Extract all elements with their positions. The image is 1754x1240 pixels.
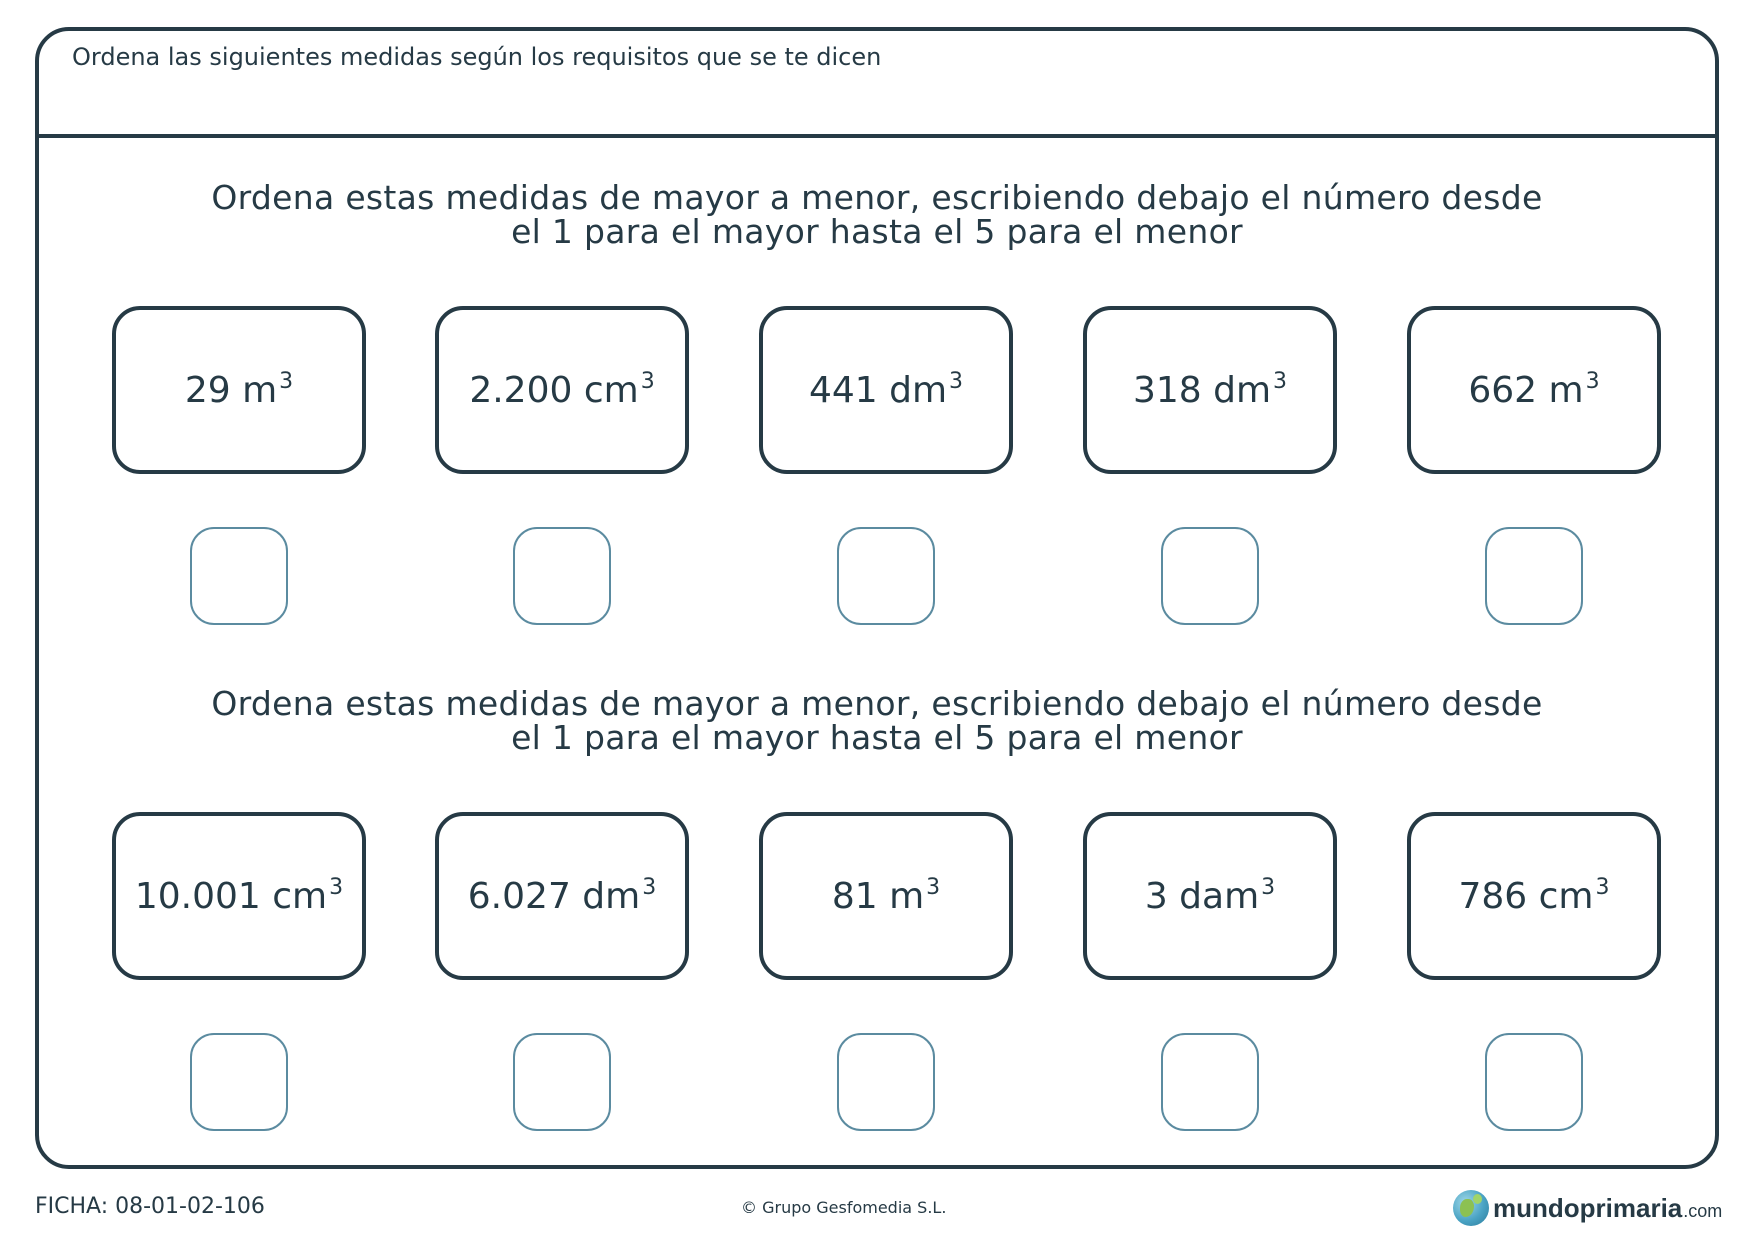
exercise-2-measure-4 [1083,812,1337,980]
exercise-1-answer-box-5[interactable] [1485,527,1583,625]
measure-value: 786 cm [1458,876,1594,917]
exercise-1-measure-3 [759,306,1013,474]
exercise-1-answer-box-4[interactable] [1161,527,1259,625]
exercise-1-measure-5 [1407,306,1661,474]
exercise-2-answer-box-3[interactable] [837,1033,935,1131]
measure-value: 318 dm [1132,370,1272,411]
worksheet-header [39,31,1715,138]
exercise-1-instruction-line2: el 1 para el mayor hasta el 5 para el menor [511,212,1243,251]
measure-exponent: 3 [329,875,344,900]
measure-exponent: 3 [1261,875,1276,900]
measure-exponent: 3 [1585,369,1600,394]
brand-name: mundoprimaria [1493,1192,1683,1223]
exercise-2-instruction-line2: el 1 para el mayor hasta el 5 para el menor [511,718,1243,757]
measure-exponent: 3 [1595,875,1610,900]
exercise-1-measure-2 [435,306,689,474]
measure-value: 10.001 cm [134,876,328,917]
exercise-2-answer-box-2[interactable] [513,1033,611,1131]
exercise-2-instruction [39,684,1715,757]
ficha-code: FICHA: 08-01-02-106 [35,1194,265,1219]
exercise-2-answer-box-4[interactable] [1161,1033,1259,1131]
exercise-1-answer-box-2[interactable] [513,527,611,625]
measure-exponent: 3 [949,369,964,394]
measure-exponent: 3 [926,875,941,900]
exercise-2-instruction-line1: Ordena estas medidas de mayor a menor, escribiendo debajo el número desde [211,684,1543,723]
measure-exponent: 3 [279,369,294,394]
copyright-notice: © Grupo Gesfomedia S.L. [741,1198,947,1217]
measure-value: 3 dam [1144,876,1260,917]
exercise-1-answer-box-3[interactable] [837,527,935,625]
measure-value: 441 dm [808,370,948,411]
exercise-2-measure-5 [1407,812,1661,980]
exercise-2-measure-1 [112,812,366,980]
brand-domain: .com [1683,1200,1723,1221]
measure-exponent: 3 [1273,369,1288,394]
measure-exponent: 3 [640,369,655,394]
exercise-2-measure-3 [759,812,1013,980]
globe-icon [1453,1190,1489,1226]
measure-value: 81 m [831,876,925,917]
exercise-2-answer-box-1[interactable] [190,1033,288,1131]
exercise-1-answer-box-1[interactable] [190,527,288,625]
worksheet-frame [35,27,1719,1169]
exercise-1-instruction-line1: Ordena estas medidas de mayor a menor, escribiendo debajo el número desde [211,178,1543,217]
exercise-1-measure-1 [112,306,366,474]
exercise-2-answer-box-5[interactable] [1485,1033,1583,1131]
measure-value: 6.027 dm [467,876,641,917]
measure-value: 662 m [1468,370,1584,411]
header-instruction: Ordena las siguientes medidas según los requisitos que se te dicen [72,43,882,71]
exercise-2-measure-2 [435,812,689,980]
measure-value: 29 m [184,370,278,411]
brand-logo[interactable] [1453,1188,1722,1228]
exercise-1-instruction [39,178,1715,251]
measure-exponent: 3 [642,875,657,900]
measure-value: 2.200 cm [469,370,639,411]
exercise-1-measure-4 [1083,306,1337,474]
